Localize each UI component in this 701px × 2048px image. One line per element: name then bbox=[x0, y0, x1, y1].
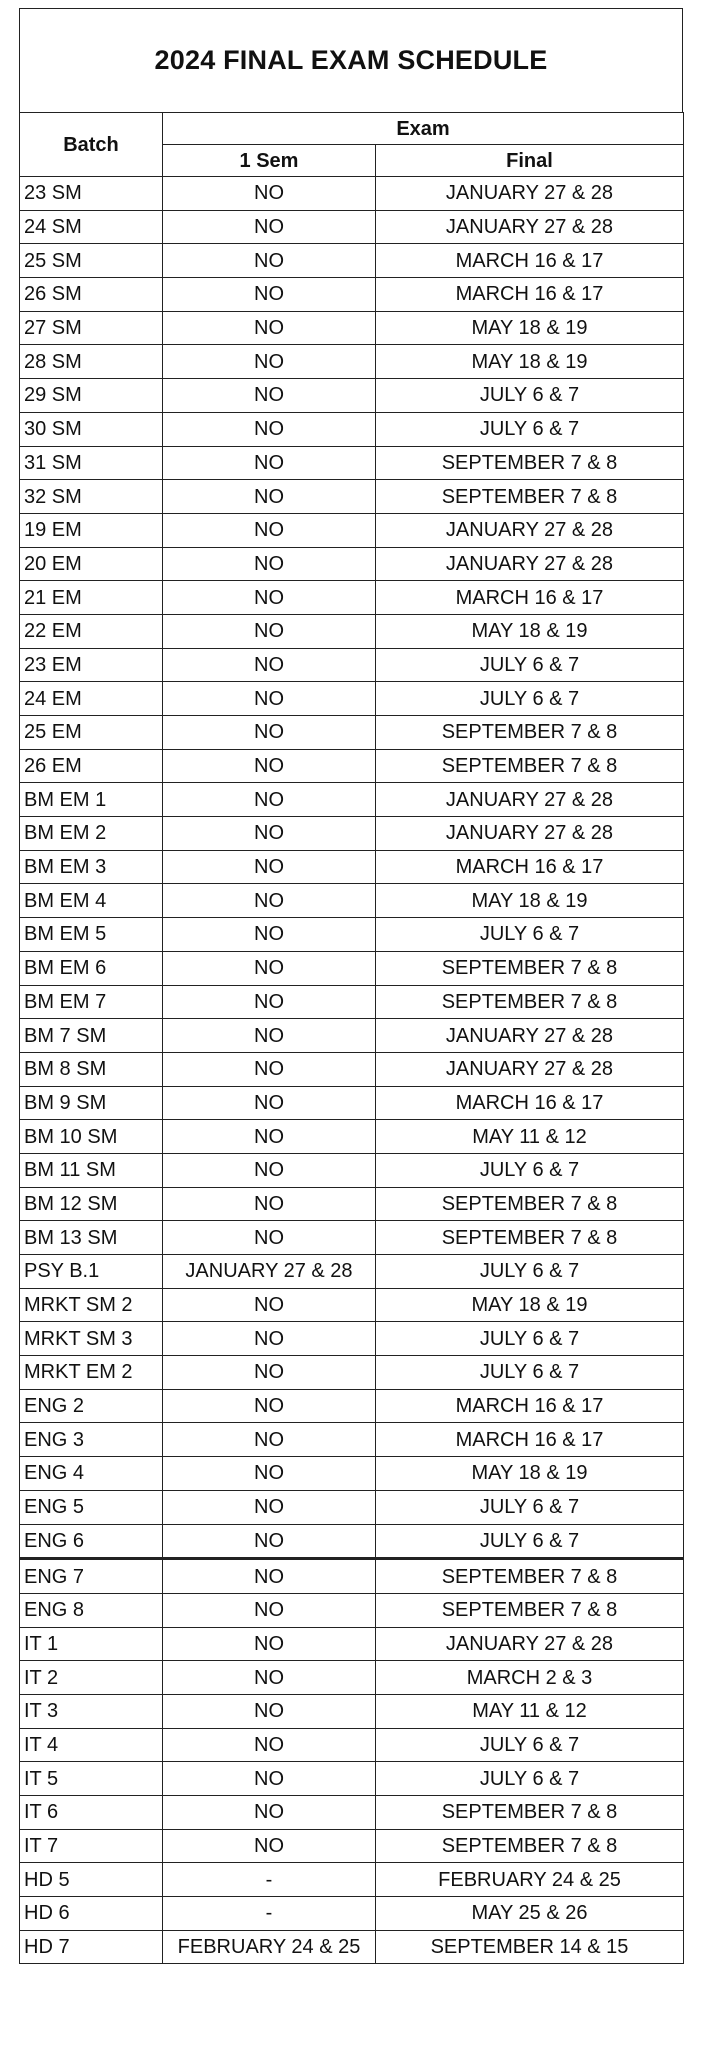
sem-cell: NO bbox=[163, 547, 376, 581]
final-cell: SEPTEMBER 7 & 8 bbox=[376, 1593, 684, 1627]
final-cell: MAY 18 & 19 bbox=[376, 311, 684, 345]
title-box bbox=[19, 8, 683, 112]
table-row bbox=[20, 177, 684, 211]
final-cell: JANUARY 27 & 28 bbox=[376, 1052, 684, 1086]
table-row bbox=[20, 278, 684, 312]
batch-cell: MRKT SM 2 bbox=[20, 1288, 163, 1322]
sem-cell: NO bbox=[163, 749, 376, 783]
table-row bbox=[20, 1829, 684, 1863]
final-cell: JANUARY 27 & 28 bbox=[376, 210, 684, 244]
sem-cell: NO bbox=[163, 1593, 376, 1627]
table-row bbox=[20, 379, 684, 413]
final-cell: JULY 6 & 7 bbox=[376, 412, 684, 446]
sem-cell: NO bbox=[163, 1389, 376, 1423]
table-row bbox=[20, 412, 684, 446]
final-cell: JULY 6 & 7 bbox=[376, 1728, 684, 1762]
final-cell: JANUARY 27 & 28 bbox=[376, 1627, 684, 1661]
sem-cell: NO bbox=[163, 513, 376, 547]
batch-cell: BM EM 1 bbox=[20, 783, 163, 817]
final-cell: JANUARY 27 & 28 bbox=[376, 547, 684, 581]
batch-column-header: Batch bbox=[20, 113, 163, 177]
final-cell: JANUARY 27 & 28 bbox=[376, 513, 684, 547]
final-cell: JULY 6 & 7 bbox=[376, 1356, 684, 1390]
sem-cell: NO bbox=[163, 1490, 376, 1524]
final-cell: MAY 25 & 26 bbox=[376, 1897, 684, 1931]
sem-cell: NO bbox=[163, 177, 376, 211]
batch-cell: BM 8 SM bbox=[20, 1052, 163, 1086]
sem-cell: NO bbox=[163, 614, 376, 648]
batch-cell: 28 SM bbox=[20, 345, 163, 379]
final-cell: JULY 6 & 7 bbox=[376, 1322, 684, 1356]
table-row bbox=[20, 1694, 684, 1728]
sem-cell: NO bbox=[163, 210, 376, 244]
final-cell: JULY 6 & 7 bbox=[376, 918, 684, 952]
final-cell: MARCH 16 & 17 bbox=[376, 244, 684, 278]
table-row bbox=[20, 480, 684, 514]
sem-cell: NO bbox=[163, 1627, 376, 1661]
sem-cell: NO bbox=[163, 1796, 376, 1830]
table-row bbox=[20, 1423, 684, 1457]
final-cell: MARCH 16 & 17 bbox=[376, 1389, 684, 1423]
sem-cell: NO bbox=[163, 783, 376, 817]
sem-cell: NO bbox=[163, 1019, 376, 1053]
sem-cell: NO bbox=[163, 379, 376, 413]
final-cell: MAY 11 & 12 bbox=[376, 1120, 684, 1154]
batch-cell: HD 5 bbox=[20, 1863, 163, 1897]
batch-cell: ENG 4 bbox=[20, 1457, 163, 1491]
batch-cell: 25 EM bbox=[20, 716, 163, 750]
final-cell: JANUARY 27 & 28 bbox=[376, 783, 684, 817]
sem-cell: NO bbox=[163, 1661, 376, 1695]
batch-cell: 32 SM bbox=[20, 480, 163, 514]
table-row bbox=[20, 513, 684, 547]
schedule-table bbox=[19, 112, 684, 1964]
final-cell: MARCH 16 & 17 bbox=[376, 581, 684, 615]
final-cell: JANUARY 27 & 28 bbox=[376, 1019, 684, 1053]
exam-schedule-sheet bbox=[19, 8, 683, 1964]
batch-cell: 30 SM bbox=[20, 412, 163, 446]
final-cell: MAY 11 & 12 bbox=[376, 1694, 684, 1728]
table-row bbox=[20, 1762, 684, 1796]
sem-cell: NO bbox=[163, 1524, 376, 1559]
header-row-top bbox=[20, 113, 684, 145]
sem-cell: NO bbox=[163, 1694, 376, 1728]
batch-cell: BM 9 SM bbox=[20, 1086, 163, 1120]
batch-cell: BM 13 SM bbox=[20, 1221, 163, 1255]
sem-cell: NO bbox=[163, 1423, 376, 1457]
final-cell: JANUARY 27 & 28 bbox=[376, 177, 684, 211]
batch-cell: ENG 6 bbox=[20, 1524, 163, 1559]
final-cell: SEPTEMBER 7 & 8 bbox=[376, 480, 684, 514]
batch-cell: BM EM 5 bbox=[20, 918, 163, 952]
batch-cell: ENG 7 bbox=[20, 1559, 163, 1594]
batch-cell: IT 7 bbox=[20, 1829, 163, 1863]
table-row bbox=[20, 1322, 684, 1356]
table-row bbox=[20, 1288, 684, 1322]
final-cell: SEPTEMBER 7 & 8 bbox=[376, 1829, 684, 1863]
sem-cell: NO bbox=[163, 1728, 376, 1762]
final-cell: JULY 6 & 7 bbox=[376, 648, 684, 682]
final-cell: SEPTEMBER 7 & 8 bbox=[376, 1796, 684, 1830]
final-cell: JULY 6 & 7 bbox=[376, 1524, 684, 1559]
table-row bbox=[20, 1930, 684, 1964]
table-row bbox=[20, 648, 684, 682]
table-row bbox=[20, 951, 684, 985]
final-cell: SEPTEMBER 7 & 8 bbox=[376, 716, 684, 750]
batch-cell: IT 2 bbox=[20, 1661, 163, 1695]
batch-cell: 26 SM bbox=[20, 278, 163, 312]
batch-cell: 23 EM bbox=[20, 648, 163, 682]
sem-cell: - bbox=[163, 1863, 376, 1897]
batch-cell: PSY B.1 bbox=[20, 1255, 163, 1289]
sem-cell: NO bbox=[163, 1762, 376, 1796]
table-row bbox=[20, 1356, 684, 1390]
table-row bbox=[20, 749, 684, 783]
exam-group-header: Exam bbox=[163, 113, 684, 145]
batch-cell: IT 3 bbox=[20, 1694, 163, 1728]
table-row bbox=[20, 1019, 684, 1053]
batch-cell: 31 SM bbox=[20, 446, 163, 480]
batch-cell: HD 7 bbox=[20, 1930, 163, 1964]
sem-cell: NO bbox=[163, 951, 376, 985]
batch-cell: 24 EM bbox=[20, 682, 163, 716]
sem-cell: NO bbox=[163, 412, 376, 446]
sem-cell: NO bbox=[163, 716, 376, 750]
table-row bbox=[20, 884, 684, 918]
final-cell: MAY 18 & 19 bbox=[376, 1457, 684, 1491]
batch-cell: ENG 8 bbox=[20, 1593, 163, 1627]
sem-cell: NO bbox=[163, 1288, 376, 1322]
table-row bbox=[20, 1153, 684, 1187]
batch-cell: ENG 3 bbox=[20, 1423, 163, 1457]
final-column-header: Final bbox=[376, 145, 684, 177]
sem-cell: FEBRUARY 24 & 25 bbox=[163, 1930, 376, 1964]
batch-cell: HD 6 bbox=[20, 1897, 163, 1931]
sem-cell: NO bbox=[163, 1086, 376, 1120]
table-row bbox=[20, 547, 684, 581]
table-row bbox=[20, 1897, 684, 1931]
table-row bbox=[20, 783, 684, 817]
page-title: 2024 FINAL EXAM SCHEDULE bbox=[154, 45, 548, 75]
batch-cell: 27 SM bbox=[20, 311, 163, 345]
table-row bbox=[20, 1221, 684, 1255]
final-cell: MARCH 16 & 17 bbox=[376, 278, 684, 312]
sem-cell: NO bbox=[163, 1052, 376, 1086]
table-row bbox=[20, 446, 684, 480]
table-row bbox=[20, 345, 684, 379]
table-row bbox=[20, 850, 684, 884]
table-row bbox=[20, 244, 684, 278]
final-cell: SEPTEMBER 7 & 8 bbox=[376, 1559, 684, 1594]
table-row bbox=[20, 1661, 684, 1695]
batch-cell: BM EM 2 bbox=[20, 817, 163, 851]
table-row bbox=[20, 1086, 684, 1120]
table-row bbox=[20, 1120, 684, 1154]
final-cell: SEPTEMBER 14 & 15 bbox=[376, 1930, 684, 1964]
table-row bbox=[20, 1559, 684, 1594]
sem-cell: NO bbox=[163, 480, 376, 514]
sem-cell: NO bbox=[163, 1221, 376, 1255]
sem-cell: NO bbox=[163, 1153, 376, 1187]
batch-cell: IT 6 bbox=[20, 1796, 163, 1830]
batch-cell: IT 5 bbox=[20, 1762, 163, 1796]
table-row bbox=[20, 918, 684, 952]
batch-cell: 22 EM bbox=[20, 614, 163, 648]
table-row bbox=[20, 1728, 684, 1762]
sem-cell: NO bbox=[163, 1322, 376, 1356]
sem-cell: NO bbox=[163, 311, 376, 345]
final-cell: MARCH 2 & 3 bbox=[376, 1661, 684, 1695]
table-row bbox=[20, 1457, 684, 1491]
final-cell: MARCH 16 & 17 bbox=[376, 850, 684, 884]
final-cell: MARCH 16 & 17 bbox=[376, 1423, 684, 1457]
table-row bbox=[20, 682, 684, 716]
table-row bbox=[20, 1863, 684, 1897]
final-cell: SEPTEMBER 7 & 8 bbox=[376, 985, 684, 1019]
sem-cell: NO bbox=[163, 581, 376, 615]
batch-cell: ENG 5 bbox=[20, 1490, 163, 1524]
sem-cell: NO bbox=[163, 244, 376, 278]
table-body bbox=[20, 177, 684, 1964]
table-row bbox=[20, 817, 684, 851]
batch-cell: BM 11 SM bbox=[20, 1153, 163, 1187]
final-cell: FEBRUARY 24 & 25 bbox=[376, 1863, 684, 1897]
table-row bbox=[20, 1389, 684, 1423]
batch-cell: 19 EM bbox=[20, 513, 163, 547]
batch-cell: MRKT EM 2 bbox=[20, 1356, 163, 1390]
table-row bbox=[20, 1593, 684, 1627]
table-row bbox=[20, 1490, 684, 1524]
sem-cell: NO bbox=[163, 1356, 376, 1390]
sem-cell: NO bbox=[163, 682, 376, 716]
batch-cell: 29 SM bbox=[20, 379, 163, 413]
final-cell: MAY 18 & 19 bbox=[376, 345, 684, 379]
sem-cell: - bbox=[163, 1897, 376, 1931]
final-cell: JULY 6 & 7 bbox=[376, 1490, 684, 1524]
table-row bbox=[20, 1052, 684, 1086]
sem-cell: JANUARY 27 & 28 bbox=[163, 1255, 376, 1289]
batch-cell: 21 EM bbox=[20, 581, 163, 615]
batch-cell: BM EM 6 bbox=[20, 951, 163, 985]
sem-column-header: 1 Sem bbox=[163, 145, 376, 177]
batch-cell: BM 10 SM bbox=[20, 1120, 163, 1154]
final-cell: MAY 18 & 19 bbox=[376, 614, 684, 648]
sem-cell: NO bbox=[163, 1187, 376, 1221]
table-row bbox=[20, 985, 684, 1019]
batch-cell: BM EM 4 bbox=[20, 884, 163, 918]
final-cell: MAY 18 & 19 bbox=[376, 1288, 684, 1322]
final-cell: JULY 6 & 7 bbox=[376, 682, 684, 716]
final-cell: MARCH 16 & 17 bbox=[376, 1086, 684, 1120]
table-row bbox=[20, 210, 684, 244]
table-row bbox=[20, 1796, 684, 1830]
batch-cell: 25 SM bbox=[20, 244, 163, 278]
table-row bbox=[20, 716, 684, 750]
final-cell: JULY 6 & 7 bbox=[376, 379, 684, 413]
batch-cell: 26 EM bbox=[20, 749, 163, 783]
batch-cell: BM 12 SM bbox=[20, 1187, 163, 1221]
sem-cell: NO bbox=[163, 345, 376, 379]
table-row bbox=[20, 581, 684, 615]
table-row bbox=[20, 311, 684, 345]
batch-cell: BM 7 SM bbox=[20, 1019, 163, 1053]
sem-cell: NO bbox=[163, 817, 376, 851]
table-row bbox=[20, 1627, 684, 1661]
batch-cell: IT 4 bbox=[20, 1728, 163, 1762]
final-cell: MAY 18 & 19 bbox=[376, 884, 684, 918]
batch-cell: ENG 2 bbox=[20, 1389, 163, 1423]
table-header bbox=[20, 113, 684, 177]
sem-cell: NO bbox=[163, 1829, 376, 1863]
sem-cell: NO bbox=[163, 446, 376, 480]
sem-cell: NO bbox=[163, 278, 376, 312]
table-row bbox=[20, 1524, 684, 1559]
sem-cell: NO bbox=[163, 1559, 376, 1594]
final-cell: SEPTEMBER 7 & 8 bbox=[376, 446, 684, 480]
final-cell: SEPTEMBER 7 & 8 bbox=[376, 1187, 684, 1221]
batch-cell: IT 1 bbox=[20, 1627, 163, 1661]
sem-cell: NO bbox=[163, 1457, 376, 1491]
batch-cell: BM EM 7 bbox=[20, 985, 163, 1019]
final-cell: SEPTEMBER 7 & 8 bbox=[376, 749, 684, 783]
final-cell: JULY 6 & 7 bbox=[376, 1762, 684, 1796]
sem-cell: NO bbox=[163, 850, 376, 884]
sem-cell: NO bbox=[163, 985, 376, 1019]
final-cell: SEPTEMBER 7 & 8 bbox=[376, 951, 684, 985]
table-row bbox=[20, 1255, 684, 1289]
final-cell: JULY 6 & 7 bbox=[376, 1255, 684, 1289]
batch-cell: 23 SM bbox=[20, 177, 163, 211]
batch-cell: 20 EM bbox=[20, 547, 163, 581]
final-cell: JANUARY 27 & 28 bbox=[376, 817, 684, 851]
sem-cell: NO bbox=[163, 648, 376, 682]
final-cell: JULY 6 & 7 bbox=[376, 1153, 684, 1187]
sem-cell: NO bbox=[163, 1120, 376, 1154]
batch-cell: BM EM 3 bbox=[20, 850, 163, 884]
sem-cell: NO bbox=[163, 884, 376, 918]
batch-cell: MRKT SM 3 bbox=[20, 1322, 163, 1356]
table-row bbox=[20, 1187, 684, 1221]
batch-cell: 24 SM bbox=[20, 210, 163, 244]
final-cell: SEPTEMBER 7 & 8 bbox=[376, 1221, 684, 1255]
table-row bbox=[20, 614, 684, 648]
sem-cell: NO bbox=[163, 918, 376, 952]
